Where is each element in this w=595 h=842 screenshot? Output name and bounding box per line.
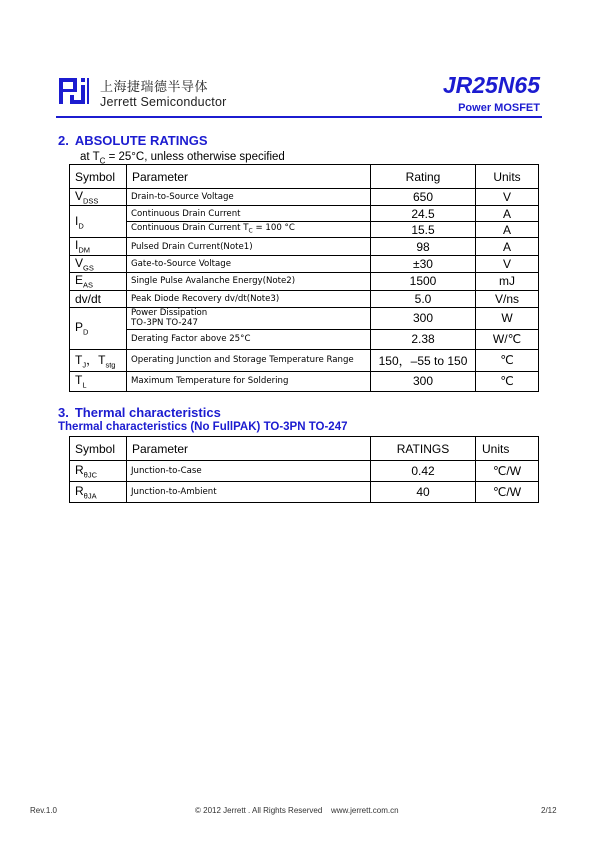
symbol-cell: $I_D$	[70, 206, 127, 238]
parameter-cell: Gate-to-Source Voltage	[127, 255, 371, 272]
table-row	[70, 371, 539, 391]
symbol-cell: $V_{GS}$	[70, 255, 127, 272]
symbol-cell: $R_{\theta JC}$	[70, 461, 127, 482]
symbol-cell: $R_{\theta JA}$	[70, 482, 127, 503]
symbol-cell: $I_{DM}$	[70, 238, 127, 255]
jerrett-logo	[56, 74, 96, 108]
column-header-rating: Rating	[371, 165, 476, 189]
page-header	[56, 72, 542, 118]
parameter-cell: Operating Junction and Storage Temperature Range	[127, 349, 371, 371]
company-name-english: Jerrett Semiconductor	[100, 95, 227, 109]
rating-cell: 300	[371, 307, 476, 329]
table-row	[70, 222, 539, 238]
rating-cell: 5.0	[371, 290, 476, 307]
table-row	[70, 307, 539, 329]
table-row	[70, 255, 539, 272]
rating-cell: 1500	[371, 273, 476, 290]
symbol-cell: $T_J$，$T_{stg}$	[70, 349, 127, 371]
table-row	[70, 238, 539, 255]
footer-revision: Rev.1.0	[30, 806, 57, 815]
company-name-chinese: 上海捷瑞德半导体	[100, 80, 209, 95]
parameter-cell: Junction-to-Case	[127, 461, 371, 482]
unit-cell: V	[476, 255, 539, 272]
header-divider	[56, 116, 542, 118]
symbol-cell: $T_L$	[70, 371, 127, 391]
parameter-cell: Peak Diode Recovery dv/dt(Note3)	[127, 290, 371, 307]
product-type: Power MOSFET	[458, 102, 540, 114]
unit-cell: V/ns	[476, 290, 539, 307]
rating-cell: 24.5	[371, 206, 476, 222]
unit-cell: ℃	[476, 371, 539, 391]
footer-copyright: © 2012 Jerrett . All Rights Reserved	[195, 806, 323, 815]
table-row	[70, 461, 539, 482]
section-2-title	[58, 133, 208, 148]
section-3-title	[58, 405, 221, 420]
thermal-subtitle: Thermal characteristics (No FullPAK) TO-3PN TO-247	[58, 421, 348, 433]
unit-cell: V	[476, 189, 539, 206]
parameter-cell: Maximum Temperature for Soldering	[127, 371, 371, 391]
unit-cell: ℃/W	[476, 482, 539, 503]
test-condition-note: at $T_C = 25^\circ C$, unless otherwise specified	[80, 151, 285, 166]
column-header-symbol: Symbol	[70, 165, 127, 189]
parameter-cell: Single Pulse Avalanche Energy(Note2)	[127, 273, 371, 290]
column-header-symbol: Symbol	[70, 437, 127, 461]
unit-cell: mJ	[476, 273, 539, 290]
parameter-cell: Power Dissipation TO-3PN TO-247	[127, 307, 371, 329]
parameter-cell: Continuous Drain Current $T_C = 100$ °C	[127, 222, 371, 238]
column-header-rating: RATINGS	[371, 437, 476, 461]
thermal-characteristics-table	[69, 436, 539, 503]
symbol-cell: $E_{AS}$	[70, 273, 127, 290]
rating-cell: 0.42	[371, 461, 476, 482]
symbol-cell: dv/dt	[70, 290, 127, 307]
part-number: JR25N65	[442, 72, 540, 98]
table-row	[70, 206, 539, 222]
rating-cell: 650	[371, 189, 476, 206]
table-row	[70, 482, 539, 503]
footer-website-link[interactable]: www.jerrett.com.cn	[331, 806, 399, 815]
rating-cell: 150，–55 to 150	[371, 349, 476, 371]
rating-cell: ±30	[371, 255, 476, 272]
absolute-ratings-table	[69, 164, 539, 392]
footer-page-number: 2/12	[541, 806, 557, 815]
rating-cell: 300	[371, 371, 476, 391]
unit-cell: A	[476, 206, 539, 222]
unit-cell: A	[476, 238, 539, 255]
column-header-parameter: Parameter	[127, 165, 371, 189]
table-header-row	[70, 165, 539, 189]
unit-cell: W	[476, 307, 539, 329]
table-row	[70, 349, 539, 371]
parameter-cell: Continuous Drain Current	[127, 206, 371, 222]
table-row	[70, 329, 539, 349]
table-row	[70, 273, 539, 290]
column-header-parameter: Parameter	[127, 437, 371, 461]
column-header-units: Units	[476, 437, 539, 461]
section-heading: ABSOLUTE RATINGS	[74, 133, 208, 148]
unit-cell: ℃/W	[476, 461, 539, 482]
unit-cell: W/℃	[476, 329, 539, 349]
table-row	[70, 189, 539, 206]
unit-cell: A	[476, 222, 539, 238]
parameter-cell: Junction-to-Ambient	[127, 482, 371, 503]
rating-cell: 2.38	[371, 329, 476, 349]
column-header-units: Units	[476, 165, 539, 189]
rating-cell: 98	[371, 238, 476, 255]
symbol-cell: $V_{DSS}$	[70, 189, 127, 206]
section-number: 2.	[58, 133, 69, 148]
parameter-cell: Pulsed Drain Current(Note1)	[127, 238, 371, 255]
table-header-row	[70, 437, 539, 461]
parameter-cell: Derating Factor above 25°C	[127, 329, 371, 349]
section-heading: Thermal characteristics	[74, 405, 221, 420]
section-number: 3.	[58, 405, 69, 420]
table-row	[70, 290, 539, 307]
unit-cell: ℃	[476, 349, 539, 371]
rating-cell: 15.5	[371, 222, 476, 238]
rating-cell: 40	[371, 482, 476, 503]
parameter-cell: Drain-to-Source Voltage	[127, 189, 371, 206]
symbol-cell: $P_D$	[70, 307, 127, 349]
